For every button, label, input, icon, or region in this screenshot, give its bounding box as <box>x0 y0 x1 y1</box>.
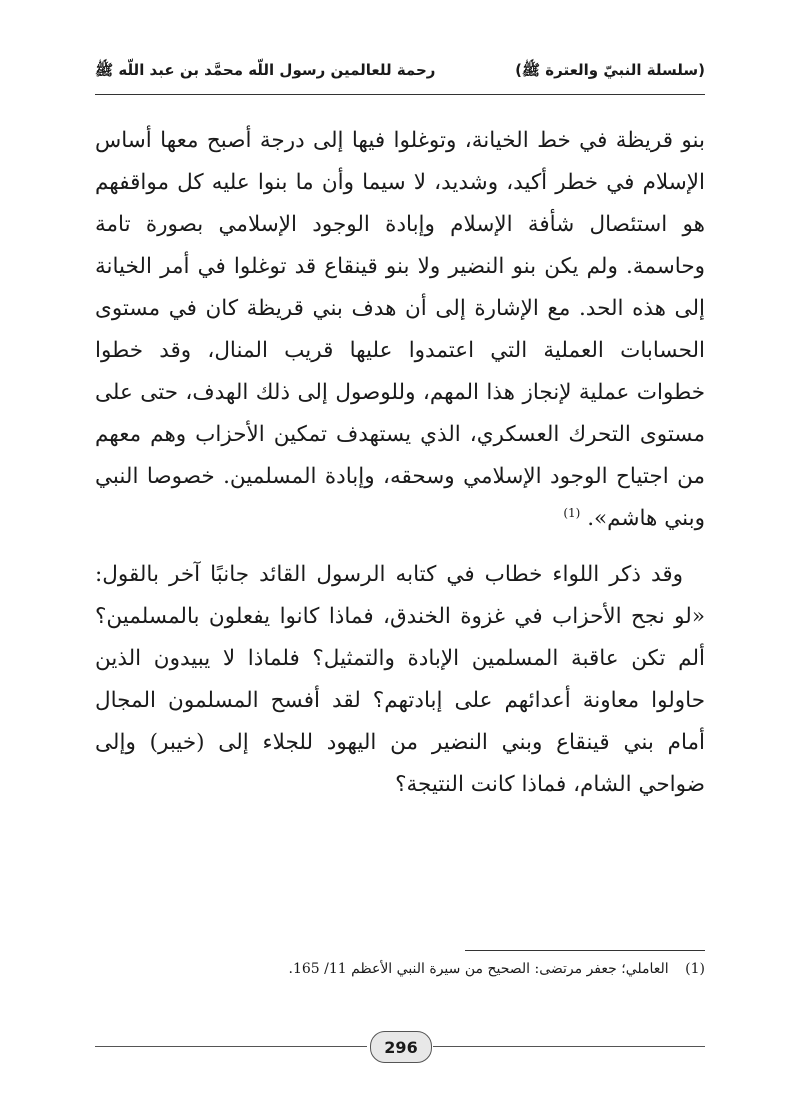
main-text <box>95 120 705 806</box>
paragraph-1 <box>95 120 705 540</box>
book-title: رحمة للعالمين رسول اللّه محمَّد بن عبد اللّه ﷺ <box>95 61 436 79</box>
page-number: 296 <box>370 1031 432 1063</box>
footnote-text: العاملي؛ جعفر مرتضى: الصحيح من سيرة النبي الأعظم 11/ 165. <box>288 961 669 977</box>
page-number-line-right <box>433 1046 705 1047</box>
footnote <box>95 958 705 980</box>
paragraph-2: وقد ذكر اللواء خطاب في كتابه الرسول القائد جانبًا آخر بالقول: «لو نجح الأحزاب في غزوة الخندق، فماذا كانوا يفعلون بالمسلمين؟ ألم تكن عاقبة المسلمين الإبادة والتمثيل؟ فلماذا لا يبيدون الذين حاولوا معاونة أعدائهم على إبادتهم؟ لقد أفسح المسلمون المجال أمام بني قينقاع وبني النضير من اليهود للجلاء إلى (خيبر) وإلى ضواحي الشام، فماذا كانت النتيجة؟ <box>95 562 705 797</box>
footnote-reference: (1) <box>563 505 581 520</box>
header-divider <box>95 94 705 95</box>
footnote-number: (1) <box>685 961 705 977</box>
footnote-divider <box>465 950 705 951</box>
page-number-line-left <box>95 1046 367 1047</box>
page-header <box>95 52 705 92</box>
series-title: (سلسلة النبيّ والعترة ﷺ) <box>515 61 705 79</box>
paragraph-1-text: بنو قريظة في خط الخيانة، وتوغلوا فيها إلى درجة أصبح معها أساس الإسلام في خطر أكيد، وشديد، لا سيما وأن ما بنوا عليه كل مواقفهم هو استئصال شأفة الإسلام وإبادة الوجود الإسلامي بصورة تامة وحاسمة. ولم يكن بنو النضير ولا بنو قينقاع قد توغلوا في أمر الخيانة إلى هذه الحد. مع الإشارة إلى أن هدف بني قريظة كان في مستوى الحسابات العملية التي اعتمدوا عليها قريب المنال، وقد خطوا خطوات عملية لإنجاز هذا المهم، وللوصول إلى ذلك الهدف، حتى على مستوى التحرك العسكري، الذي يستهدف تمكين الأحزاب وهم معهم من اجتياح الوجود الإسلامي وسحقه، وإبادة المسلمين. خصوصا النبي وبني هاشم». <box>95 128 705 531</box>
